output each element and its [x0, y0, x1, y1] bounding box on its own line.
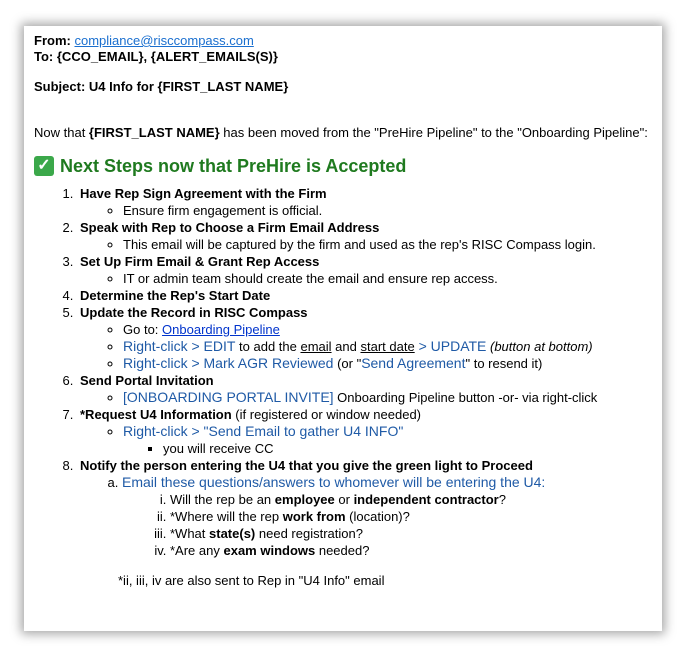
- check-mark-icon: ✓: [34, 156, 54, 176]
- to-value: {CCO_EMAIL}, {ALERT_EMAILS(S)}: [56, 49, 278, 64]
- question-3: [170, 525, 654, 542]
- q1-or: or: [334, 492, 354, 507]
- step-4-title: Determine the Rep's Start Date: [80, 288, 271, 303]
- step-3: [77, 253, 654, 287]
- step-3-sub: ◦ IT or admin team should create the email and ensure rep access.: [123, 270, 654, 287]
- q2-end: (location)?: [345, 509, 410, 524]
- edit-italic-note: (button at bottom): [486, 339, 593, 354]
- step-2-sub: ◦ This email will be captured by the firm and used as the rep's RISC Compass login.: [123, 236, 654, 253]
- email-body: [34, 33, 654, 589]
- steps-list: [34, 185, 654, 559]
- from-label: From:: [34, 33, 71, 48]
- step-1-sub: ◦ Ensure firm engagement is official.: [123, 202, 654, 219]
- goto-label: Go to:: [123, 322, 163, 337]
- q4-end: needed?: [315, 543, 370, 558]
- q2-text: *Where will the rep: [170, 509, 283, 524]
- step-7-subsub: ▪ you will receive CC: [163, 440, 654, 457]
- q2-work-from: work from: [282, 509, 346, 524]
- q3-text: *What: [170, 526, 210, 541]
- step-5: [77, 304, 654, 372]
- step-2: [77, 219, 654, 253]
- from-address-link[interactable]: compliance@risccompass.com: [74, 33, 254, 48]
- step-6-title: Send Portal Invitation: [80, 373, 214, 388]
- step-7: [77, 406, 654, 457]
- edit-text-2: and: [331, 339, 361, 354]
- intro-text-end: has been moved from the "PreHire Pipeline" to the "Onboarding Pipeline":: [219, 125, 648, 140]
- step-6: [77, 372, 654, 406]
- to-line: [34, 49, 654, 65]
- edit-email-text: email: [300, 339, 332, 354]
- to-label: To:: [34, 49, 54, 64]
- edit-text-1: to add the: [235, 339, 301, 354]
- edit-start-date-text: start date: [360, 339, 415, 354]
- step-8-a: [122, 474, 654, 559]
- from-line: [34, 33, 654, 49]
- intro-name: {FIRST_LAST NAME}: [88, 125, 220, 140]
- edit-update-text: > UPDATE: [414, 338, 487, 354]
- onboarding-pipeline-link[interactable]: Onboarding Pipeline: [162, 322, 280, 337]
- subject-label: Subject:: [34, 79, 86, 94]
- edit-action-text: Right-click > EDIT: [123, 338, 236, 354]
- agr-action-text: Right-click > Mark AGR Reviewed: [123, 355, 334, 371]
- step-7-title-rest: (if registered or window needed): [231, 407, 422, 422]
- step-8: [77, 457, 654, 559]
- intro-paragraph: [34, 125, 654, 141]
- step-5-title: Update the Record in RISC Compass: [80, 305, 308, 320]
- step-8-title: Notify the person entering the U4 that you give the green light to Proceed: [80, 458, 533, 473]
- agr-text-end: " to resend it): [465, 356, 543, 371]
- q1-end: ?: [498, 492, 506, 507]
- step-7-title: *Request U4 Information: [80, 407, 232, 422]
- step-4: [77, 287, 654, 304]
- step-7-sub: [123, 423, 654, 457]
- q1-employee: employee: [274, 492, 335, 507]
- subject-line: [34, 79, 654, 95]
- question-1: [170, 491, 654, 508]
- subject-value: U4 Info for {FIRST_LAST NAME}: [88, 79, 289, 94]
- portal-invite-text: [ONBOARDING PORTAL INVITE]: [123, 389, 334, 405]
- q1-text: Will the rep be an: [170, 492, 275, 507]
- email-card: [24, 26, 662, 631]
- question-4: [170, 542, 654, 559]
- step-1: [77, 185, 654, 219]
- email-questions-text: Email these questions/answers to whomever will be entering the U4:: [122, 474, 546, 490]
- question-2: [170, 508, 654, 525]
- step-6-invite: [123, 389, 654, 406]
- q3-end: need registration?: [255, 526, 363, 541]
- q4-text: *Are any: [170, 543, 224, 558]
- send-agreement-text: Send Agreement: [361, 355, 466, 371]
- send-u4-email-text: Right-click > "Send Email to gather U4 INFO": [123, 423, 404, 439]
- q4-exam-windows: exam windows: [223, 543, 316, 558]
- intro-text: Now that: [34, 125, 89, 140]
- footnote: *ii, iii, iv are also sent to Rep in "U4 Info" email: [118, 573, 385, 588]
- invite-rest-text: Onboarding Pipeline button -or- via right-click: [333, 390, 598, 405]
- q3-states: state(s): [209, 526, 256, 541]
- step-5-edit: [123, 338, 654, 355]
- step-1-title: Have Rep Sign Agreement with the Firm: [80, 186, 327, 201]
- heading-text: Next Steps now that PreHire is Accepted: [60, 156, 407, 176]
- step-2-title: Speak with Rep to Choose a Firm Email Address: [80, 220, 380, 235]
- agr-text: (or ": [333, 356, 362, 371]
- q1-contractor: independent contractor: [353, 492, 499, 507]
- step-3-title: Set Up Firm Email & Grant Rep Access: [80, 254, 320, 269]
- step-5-agr: [123, 355, 654, 372]
- step-5-goto: [123, 321, 654, 338]
- next-steps-heading: [34, 155, 654, 177]
